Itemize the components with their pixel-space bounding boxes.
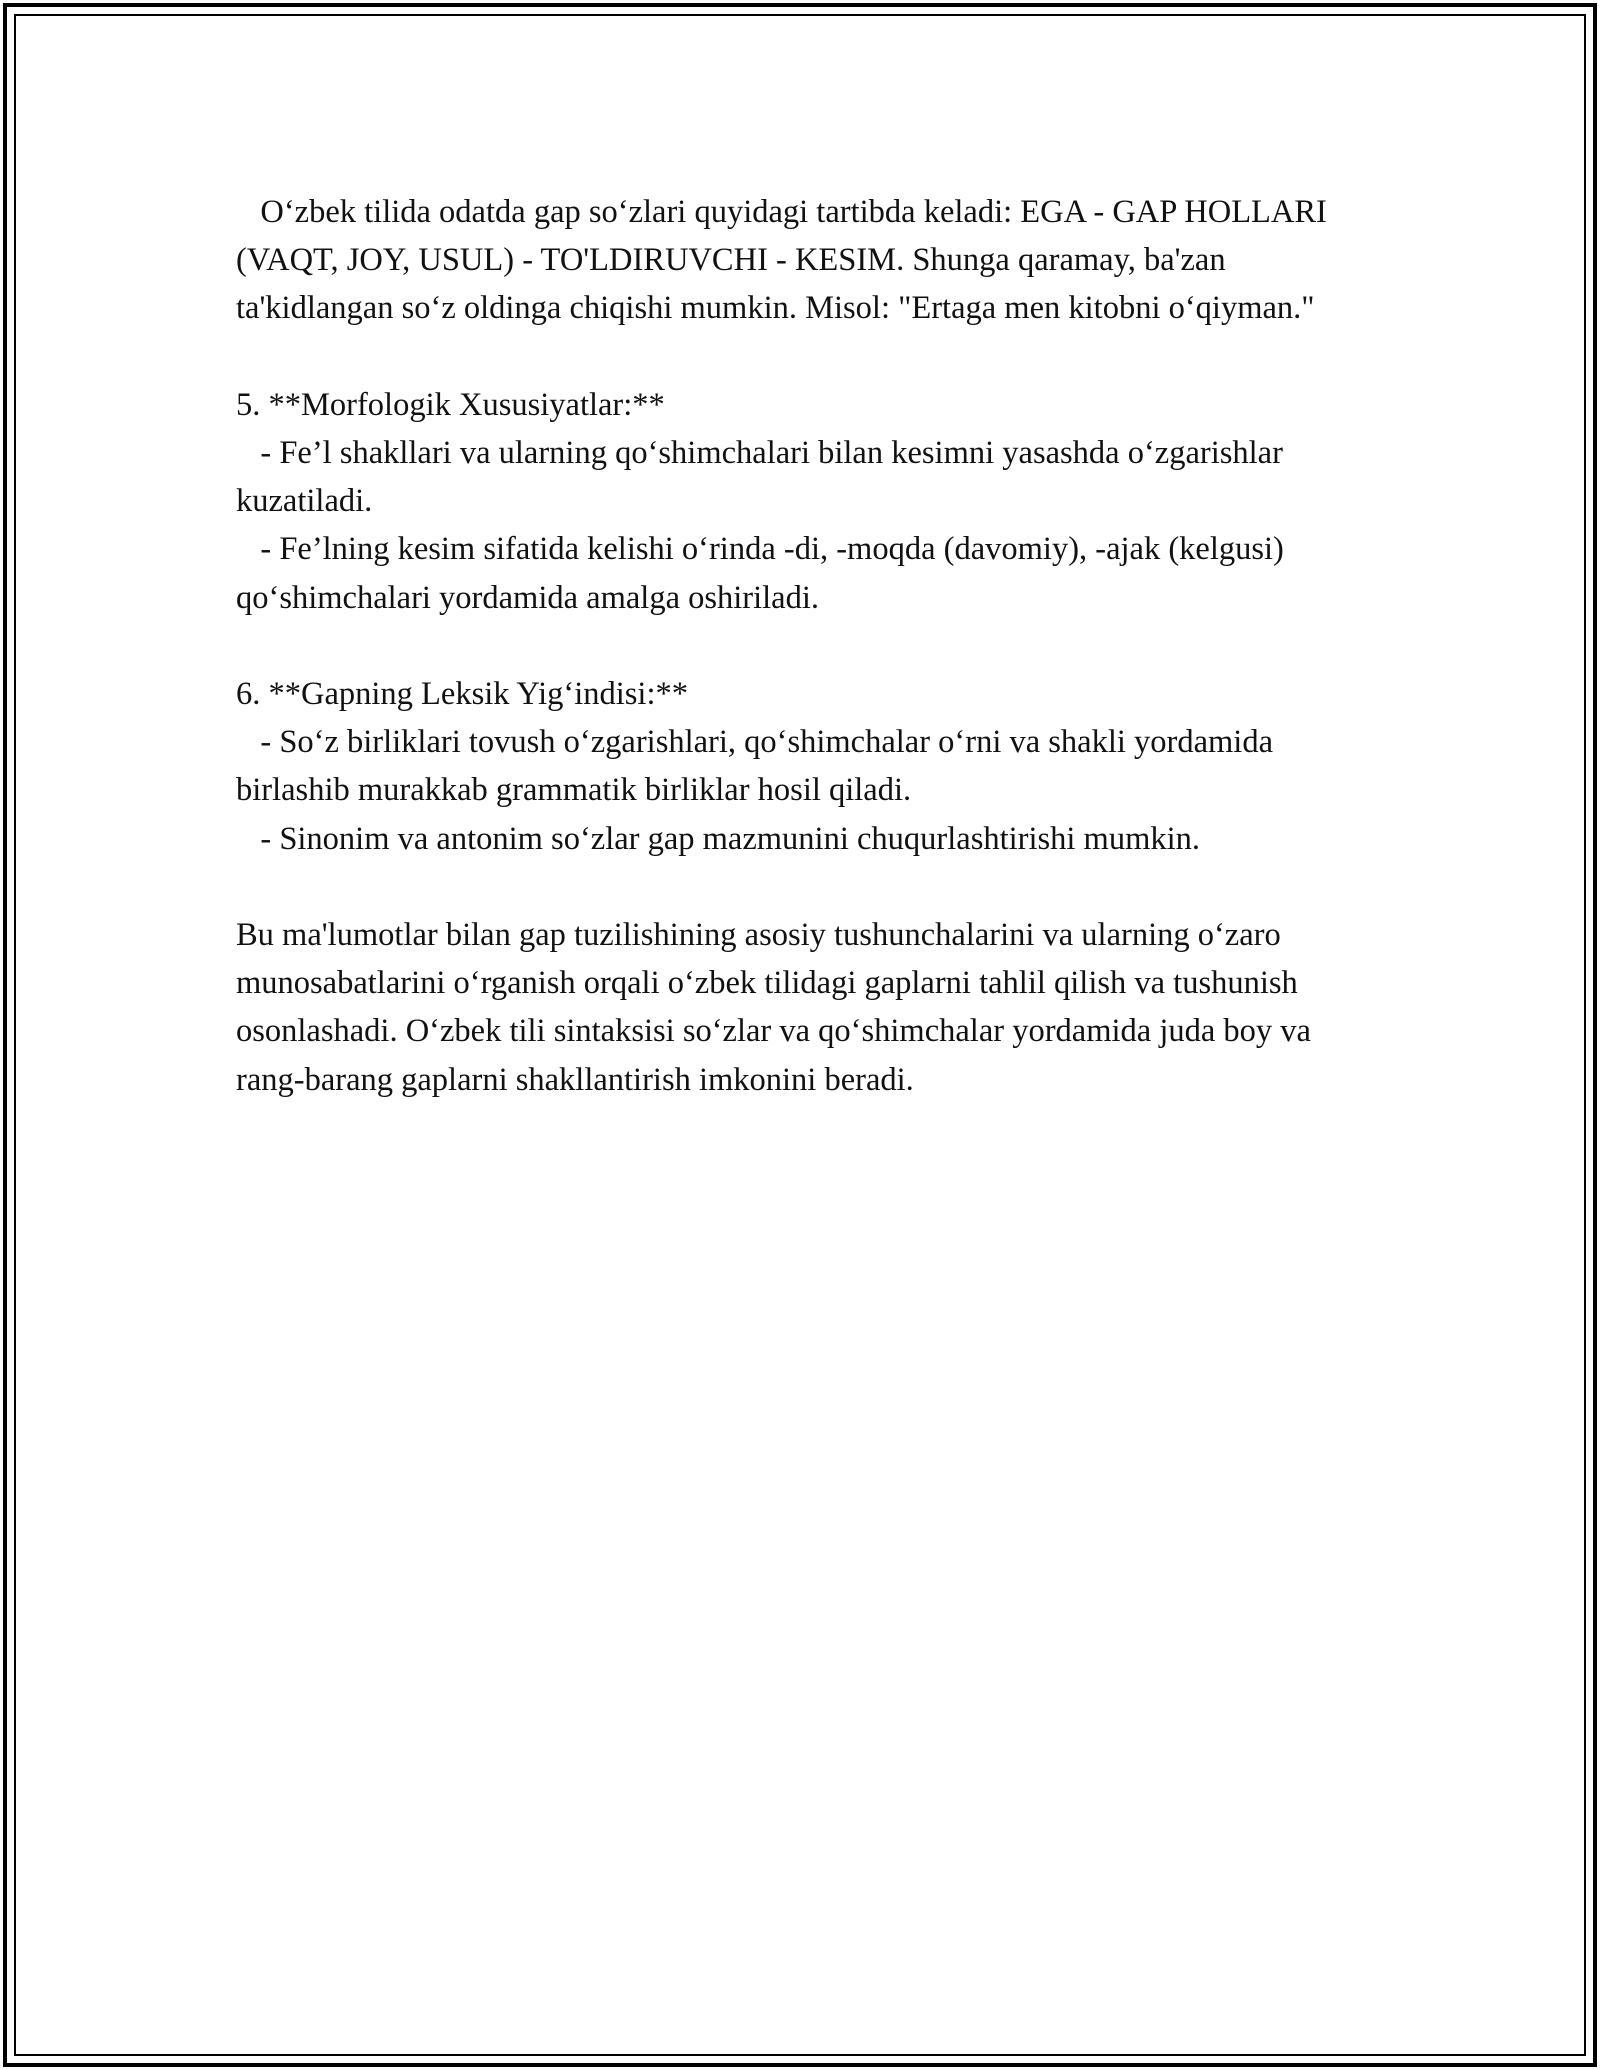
document-body [236,188,1366,1104]
section-6-heading: 6. **Gapning Leksik Yig‘indisi:** [236,676,688,712]
section-6-item-1: - So‘z birliklari tovush o‘zgarishlari, qo‘shimchalar o‘rni va shakli yordamida birlashib murakkab grammatik birliklar hosil qiladi. [236,724,1282,809]
section-5-item-2: - Fe’lning kesim sifatida kelishi o‘rinda -di, -moqda (davomiy), -ajak (kelgusi) qo‘shimchalari yordamida amalga oshiriladi. [236,531,1292,616]
section-5-item-1: - Fe’l shakllari va ularning qo‘shimchalari bilan kesimni yasashda o‘zgarishlar kuzatiladi. [236,435,1292,520]
intro-paragraph: O‘zbek tilida odatda gap so‘zlari quyidagi tartibda keladi: EGA - GAP HOLLARI (VAQT, JOY, USUL) - TO'LDIRUVCHI - KESIM. Shunga qaramay, ba'zan ta'kidlangan so‘z oldinga chiqishi mumkin. Misol: "Ertaga men kitobni o‘qiyman." [236,194,1336,327]
paragraph-gap [236,622,1366,670]
section-5-heading: 5. **Morfologik Xususiyatlar:** [236,386,665,423]
paragraph-gap [236,863,1366,911]
conclusion-paragraph: Bu ma'lumotlar bilan gap tuzilishining asosiy tushunchalarini va ularning o‘zaro munosabatlarini o‘rganish orqali o‘zbek tilidagi gaplarni tahlil qilish va tushunish osonlashadi. O‘zbek tili sintaksisi so‘zlar va qo‘shimchalar yordamida juda boy va rang-barang gaplarni shakllantirish imkonini beradi. [236,917,1311,1098]
paragraph-gap [236,333,1366,381]
section-6-item-2: - Sinonim va antonim so‘zlar gap mazmunini chuqurlashtirishi mumkin. [236,820,1201,857]
